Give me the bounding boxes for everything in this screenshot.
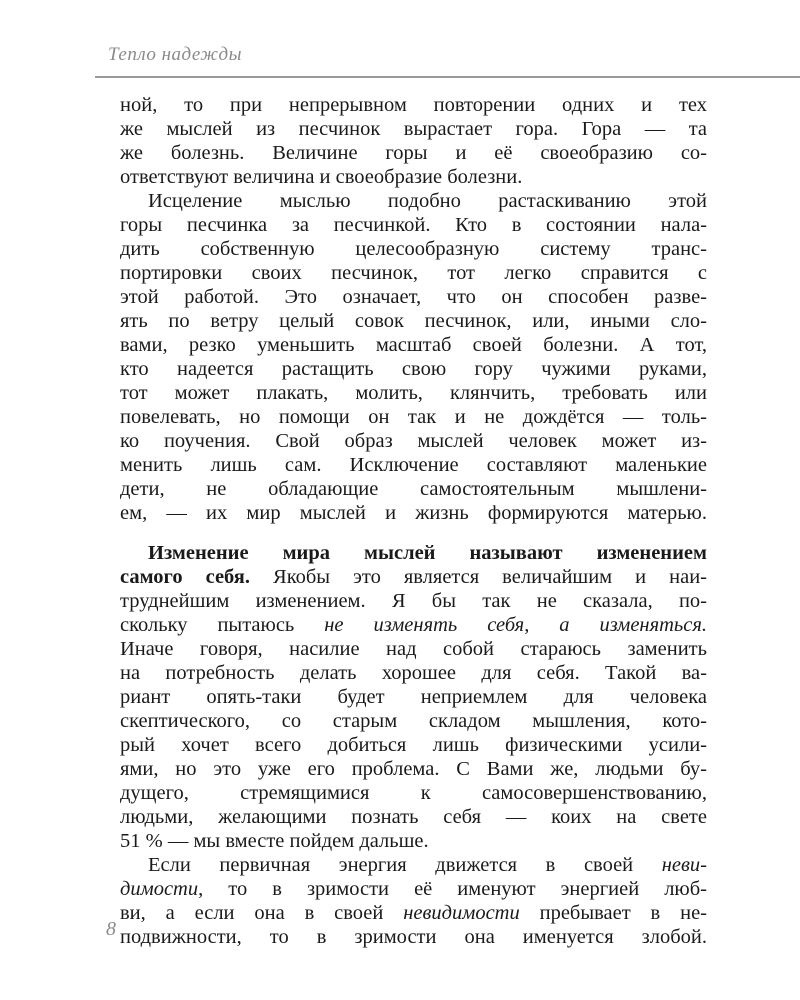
text-run: горы песчинка за песчинкой. Кто в состоянии нала- [120,214,707,236]
text-line [120,237,707,261]
text-line [120,853,707,877]
text-line [120,117,707,141]
text-run: этой работой. Это означает, что он способен разве- [120,286,707,308]
italic-text: не изменять себя [324,614,525,636]
text-run: же болезнь. Величине горы и её своеобразию со- [120,142,707,164]
text-run: подвижности, то в зримости она именуется злобой. [120,926,707,948]
text-line [120,453,707,477]
text-line [120,429,707,453]
text-line [120,781,707,805]
text-run: риант опять-таки будет неприемлем для человека [120,686,707,708]
text-run: 51 % — мы вместе пойдем дальше. [120,830,429,852]
text-line [120,565,707,589]
text-run: рый хочет всего добиться лишь физическими усили- [120,734,707,756]
text-run: дить собственную целесообразную систему транс- [120,238,707,260]
text-line [120,541,707,565]
text-run: на потребность делать хорошее для себя. Такой ва- [120,662,707,684]
text-line [120,685,707,709]
text-run: ко поучения. Свой образ мыслей человек может из- [120,430,707,452]
text-run: , то в зримости её именуют энергией люб- [198,878,707,900]
text-run: тот может плакать, молить, клянчить, требовать или [120,382,707,404]
bold-text: самого себя. [120,566,251,588]
text-line [120,501,707,525]
bold-text: Изменение мира мыслей называют изменением [148,542,707,564]
text-line [120,309,707,333]
text-line [120,381,707,405]
text-run: Исцеление мыслью подобно растаскиванию этой [148,190,707,212]
text-line [120,93,707,117]
text-run: Иначе говоря, насилие над собой стараюсь заменить [120,638,707,660]
text-line [120,925,707,949]
text-run: портировки своих песчинок, тот легко справится с [120,262,707,284]
running-head-title: Тепло надежды [108,44,242,65]
text-line [120,901,707,925]
text-run: дети, не обладающие самостоятельным мышлени- [120,478,707,500]
text-line [120,405,707,429]
text-line [120,261,707,285]
text-run: ви, а если она в своей [120,902,404,924]
text-run: людьми, желающими познать себя — коих на свете [120,806,707,828]
text-line [120,733,707,757]
text-run: же мыслей из песчинок вырастает гора. Гора — та [120,118,707,140]
text-line [120,141,707,165]
page-number: 8 [106,918,116,940]
body-text [120,93,707,949]
text-line [120,165,707,189]
text-run: ответствуют величина и своеобразие болезни. [120,166,523,188]
text-line [120,613,707,637]
text-run: дущего, стремящимися к самосовершенствованию, [120,782,707,804]
italic-text: димости [120,878,199,900]
text-line [120,805,707,829]
text-run: ем, — их мир мыслей и жизнь формируются матерью. [120,502,707,524]
text-run: вами, резко уменьшить масштаб своей болезни. А тот, [120,334,707,356]
text-run: скептического, со старым складом мышления, кото- [120,710,707,732]
text-run: скольку пытаюсь [120,614,325,636]
text-run: труднейшим изменением. Я бы так не сказала, по- [120,590,707,612]
italic-text: невидимости [403,902,520,924]
italic-text: а изменяться. [559,614,707,636]
text-run: ять по ветру целый совок песчинок, или, иными сло- [120,310,707,332]
text-run: пребывает в не- [519,902,707,924]
text-line [120,589,707,613]
text-line [120,357,707,381]
text-line [120,829,707,853]
text-run: Якобы это является величайшим и наи- [250,566,708,588]
text-line [120,333,707,357]
text-line [120,637,707,661]
text-run: ями, но это уже его проблема. С Вами же, людьми бу- [120,758,707,780]
italic-text: неви- [661,854,707,876]
text-line [120,189,707,213]
header-divider [95,76,800,78]
text-line [120,213,707,237]
text-run: менить лишь сам. Исключение составляют маленькие [120,454,707,476]
text-line [120,877,707,901]
text-line [120,285,707,309]
text-run: повелевать, но помощи он так и не дождётся — толь- [120,406,707,428]
text-line [120,477,707,501]
text-run: Если первичная энергия движется в своей [148,854,662,876]
text-line [120,661,707,685]
text-run: ной, то при непрерывном повторении одних и тех [120,94,707,116]
text-line [120,709,707,733]
text-run: кто надеется растащить свою гору чужими руками, [120,358,707,380]
text-line [120,757,707,781]
text-run: , [524,614,560,636]
